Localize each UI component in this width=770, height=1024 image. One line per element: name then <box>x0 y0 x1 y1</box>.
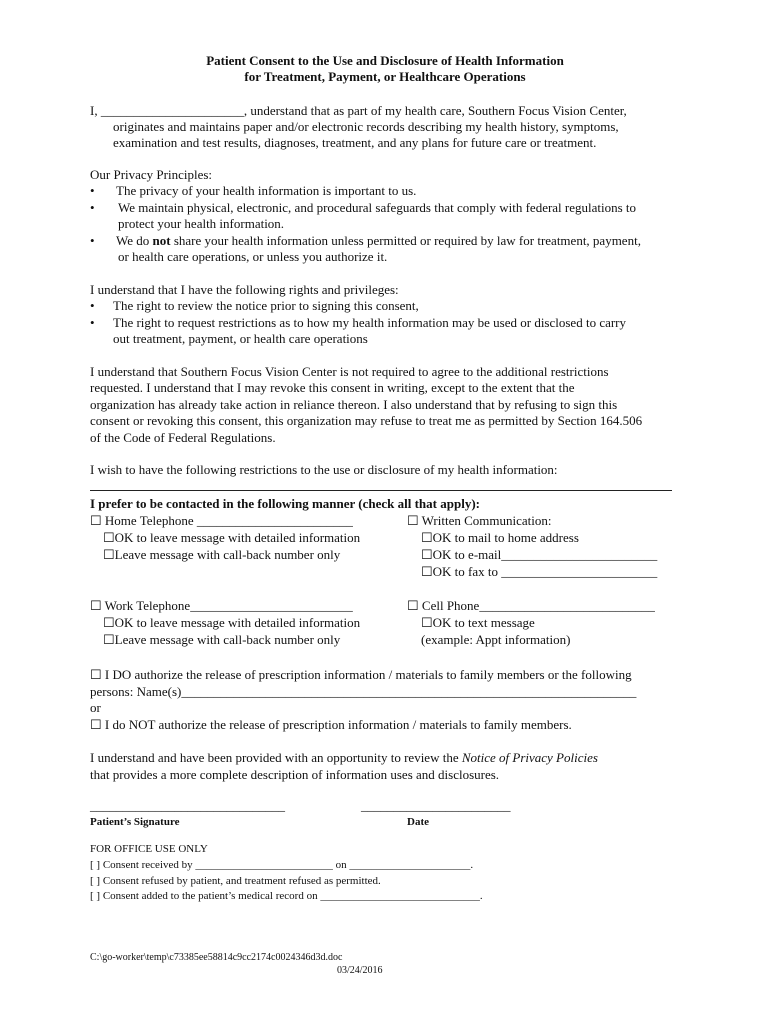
bullet: • <box>90 233 95 248</box>
prescription-authorize-label: I DO authorize the release of prescription information / materials to family members or the following <box>104 667 632 682</box>
checkbox-icon[interactable]: ☐ <box>103 615 115 630</box>
home-phone-label: Home Telephone ________________________ <box>104 513 353 528</box>
rights-heading: I understand that I have the following rights and privileges: <box>90 282 399 297</box>
privacy-item-3-post: share your health information unless permitted or required by law for treatment, payment, <box>170 233 641 248</box>
signature-field[interactable]: ______________________________ <box>90 798 285 813</box>
checkbox-icon[interactable]: ☐ <box>421 615 433 630</box>
privacy-item-2-cont: protect your health information. <box>118 216 285 231</box>
home-phone-field[interactable] <box>90 513 353 530</box>
footer-date: 03/24/2016 <box>337 965 383 976</box>
notice-line1-text: I understand and have been provided with an opportunity to review the <box>90 750 462 765</box>
work-opt-detailed-label: OK to leave message with detailed information <box>114 615 361 630</box>
form-title-line1: Patient Consent to the Use and Disclosure of Health Information <box>206 53 564 68</box>
intro-line3: examination and test results, diagnoses, treatment, and any plans for future care or treatment. <box>113 135 597 150</box>
work-phone-label: Work Telephone_________________________ <box>104 598 353 613</box>
checkbox-icon[interactable]: ☐ <box>421 564 433 579</box>
date-label: Date <box>407 816 429 828</box>
bullet: • <box>90 298 95 313</box>
rights-item-1-text: The right to review the notice prior to signing this consent, <box>113 298 419 313</box>
work-opt-callback[interactable] <box>103 632 340 649</box>
contact-heading: I prefer to be contacted in the following manner (check all that apply): <box>90 496 480 511</box>
restrictions-blank-line[interactable] <box>90 490 672 491</box>
privacy-heading: Our Privacy Principles: <box>90 167 213 182</box>
cell-phone-field[interactable] <box>407 598 655 615</box>
privacy-item-3-cont: or health care operations, or unless you authorize it. <box>118 249 388 264</box>
privacy-item-2-text: We maintain physical, electronic, and procedural safeguards that comply with federal regulations to <box>118 200 637 215</box>
written-opt-mail[interactable] <box>421 530 579 547</box>
date-field[interactable]: _______________________ <box>361 798 511 813</box>
checkbox-icon[interactable]: ☐ <box>103 530 115 545</box>
written-opt-email-label: OK to e-mail________________________ <box>432 547 658 562</box>
cell-opt-text[interactable] <box>421 615 535 632</box>
work-phone-field[interactable] <box>90 598 353 615</box>
bullet: • <box>90 200 95 215</box>
privacy-item-1-text: The privacy of your health information is important to us. <box>116 183 417 198</box>
privacy-item-3-pre: We do <box>116 233 153 248</box>
bullet: • <box>90 315 95 330</box>
footer-file-path: C:\go-worker\temp\c73385ee58814c9cc2174c0024346d3d.doc <box>90 952 343 963</box>
cell-phone-label: Cell Phone___________________________ <box>421 598 655 613</box>
checkbox-icon[interactable]: ☐ <box>90 513 102 528</box>
home-opt-callback[interactable] <box>103 547 340 564</box>
form-title-line2: for Treatment, Payment, or Healthcare Operations <box>244 69 526 84</box>
checkbox-icon[interactable]: ☐ <box>103 632 115 647</box>
privacy-item-3-text <box>116 233 680 250</box>
checkbox-icon[interactable]: ☐ <box>103 547 115 562</box>
home-opt-callback-label: Leave message with call-back number only <box>114 547 341 562</box>
understanding-line1: I understand that Southern Focus Vision Center is not required to agree to the additional restrictions <box>90 364 609 379</box>
cell-opt-text-label: OK to text message <box>432 615 535 630</box>
checkbox-icon[interactable]: ☐ <box>90 667 102 682</box>
written-communication-field[interactable] <box>407 513 552 530</box>
prescription-authorize[interactable] <box>90 667 632 684</box>
checkbox-icon[interactable]: ☐ <box>421 530 433 545</box>
written-opt-mail-label: OK to mail to home address <box>432 530 579 545</box>
notice-line1 <box>90 750 598 767</box>
office-item-received[interactable]: [ ] Consent received by _________________________ on ______________________. <box>90 859 474 871</box>
prescription-names-field[interactable]: persons: Name(s)______________________________________________________________________ <box>90 684 637 699</box>
prescription-or: or <box>90 700 101 715</box>
written-opt-fax[interactable] <box>421 564 657 581</box>
cell-opt-example: (example: Appt information) <box>421 632 571 647</box>
signature-label: Patient’s Signature <box>90 816 180 828</box>
bullet: • <box>90 183 95 198</box>
work-opt-callback-label: Leave message with call-back number only <box>114 632 341 647</box>
written-label: Written Communication: <box>421 513 552 528</box>
notice-privacy-policies: Notice of Privacy Policies <box>461 750 598 765</box>
checkbox-icon[interactable]: ☐ <box>407 513 419 528</box>
understanding-line5: of the Code of Federal Regulations. <box>90 430 276 445</box>
rights-item-2-text: The right to request restrictions as to how my health information may be used or disclosed to carry <box>113 315 627 330</box>
prescription-not-authorize[interactable] <box>90 717 572 734</box>
prescription-not-authorize-label: I do NOT authorize the release of prescription information / materials to family members. <box>104 717 572 732</box>
work-opt-detailed[interactable] <box>103 615 360 632</box>
understanding-line3: organization has already take action in reliance thereon. I also understand that by refusing to sign this <box>90 397 618 412</box>
written-opt-email[interactable] <box>421 547 657 564</box>
checkbox-icon[interactable]: ☐ <box>90 598 102 613</box>
home-opt-detailed[interactable] <box>103 530 360 547</box>
restrictions-heading: I wish to have the following restrictions to the use or disclosure of my health information: <box>90 462 558 477</box>
office-item-added[interactable]: [ ] Consent added to the patient’s medical record on _____________________________. <box>90 890 483 902</box>
checkbox-icon[interactable]: ☐ <box>421 547 433 562</box>
checkbox-icon[interactable]: ☐ <box>407 598 419 613</box>
privacy-item-3-bold: not <box>152 233 171 248</box>
office-item-refused[interactable]: [ ] Consent refused by patient, and treatment refused as permitted. <box>90 875 381 887</box>
checkbox-icon[interactable]: ☐ <box>90 717 102 732</box>
intro-line2: originates and maintains paper and/or electronic records describing my health history, symptoms, <box>113 119 619 134</box>
home-opt-detailed-label: OK to leave message with detailed information <box>114 530 361 545</box>
rights-item-2-cont: out treatment, payment, or health care operations <box>113 331 368 346</box>
written-opt-fax-label: OK to fax to ________________________ <box>432 564 658 579</box>
understanding-line4: consent or revoking this consent, this organization may refuse to treat me as permitted by Section 164.506 <box>90 413 643 428</box>
notice-line2: that provides a more complete description of information uses and disclosures. <box>90 767 500 782</box>
office-heading: FOR OFFICE USE ONLY <box>90 843 208 855</box>
intro-line1: I, ______________________, understand that as part of my health care, Southern Focus Vision Center, <box>90 103 627 118</box>
understanding-line2: requested. I understand that I may revoke this consent in writing, except to the extent that the <box>90 380 575 395</box>
